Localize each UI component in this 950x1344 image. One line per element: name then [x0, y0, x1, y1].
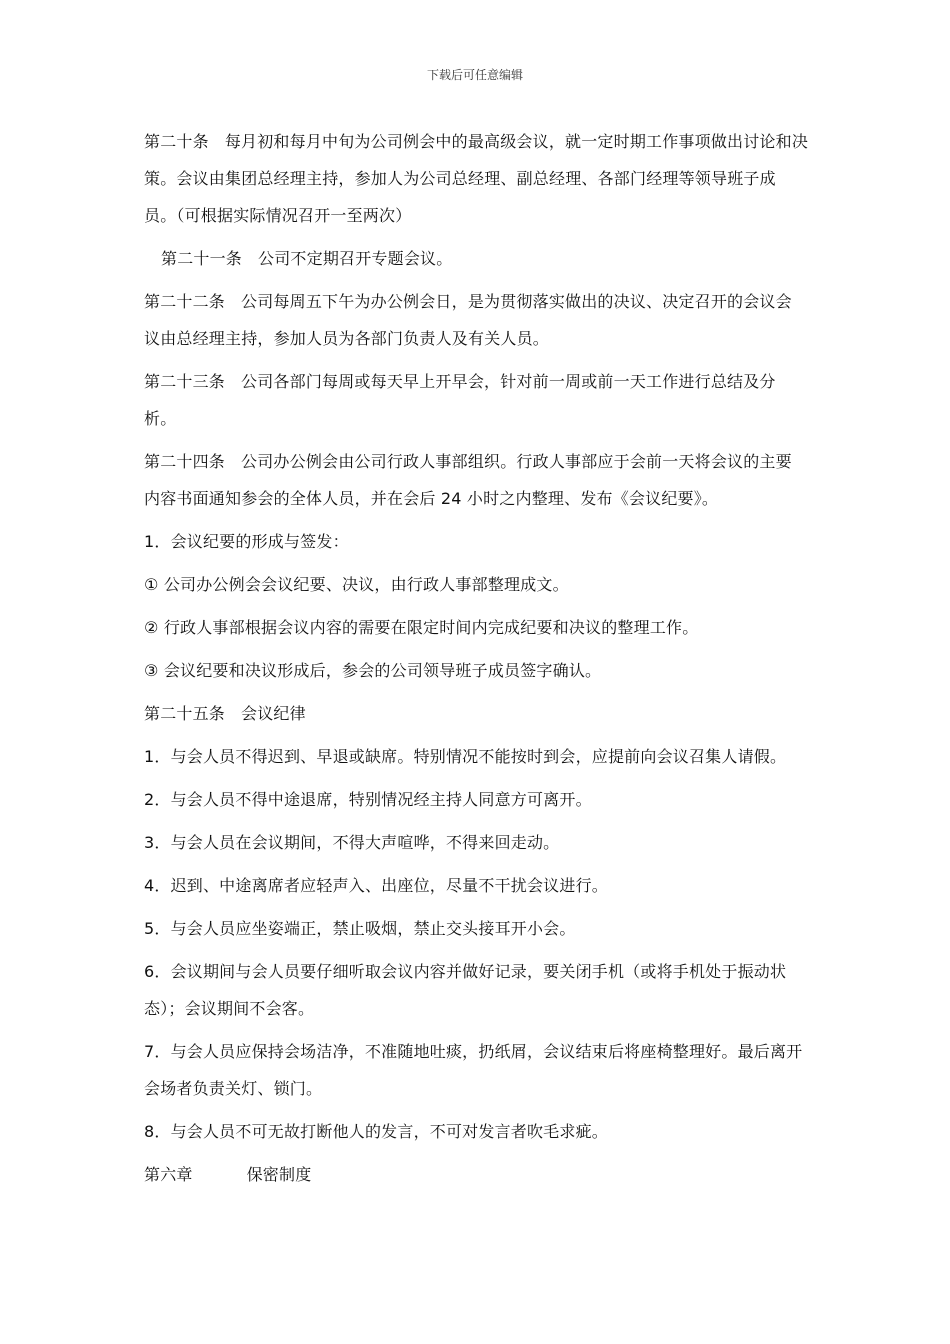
- article-22: [144, 283, 808, 357]
- article-label: 第二十五条: [144, 704, 226, 723]
- article-label: 第二十四条: [144, 452, 226, 471]
- article-21: [144, 240, 808, 277]
- article-label: 第二十一条: [161, 249, 243, 268]
- list-item: 3．与会人员在会议期间，不得大声喧哗，不得来回走动。: [144, 833, 560, 852]
- article-label: 第二十三条: [144, 372, 226, 391]
- list-item: 7．与会人员应保持会场洁净，不准随地吐痰，扔纸屑，会议结束后将座椅整理好。最后离开会场者负责关灯、锁门。: [144, 1042, 803, 1098]
- article-text: 公司办公例会由公司行政人事部组织。行政人事部应于会前一天将会议的主要内容书面通知参会的全体人员，并在会后 24 小时之内整理、发布《会议纪要》。: [144, 452, 792, 508]
- article-label: 第二十条: [144, 132, 209, 151]
- article-text: 公司各部门每周或每天早上开早会，针对前一周或前一天工作进行总结及分析。: [144, 372, 776, 428]
- list-item: 8．与会人员不可无故打断他人的发言，不可对发言者吹毛求疵。: [144, 1122, 608, 1141]
- article-23: [144, 363, 808, 437]
- list-item: 5．与会人员应坐姿端正，禁止吸烟，禁止交头接耳开小会。: [144, 919, 576, 938]
- article-text: 会议纪律: [241, 704, 306, 723]
- article-text: 公司不定期召开专题会议。: [258, 249, 453, 268]
- list-item: 6．会议期间与会人员要仔细听取会议内容并做好记录，要关闭手机（或将手机处于振动状态）；会议期间不会客。: [144, 962, 787, 1018]
- article-20: [144, 123, 808, 234]
- list-item: 4．迟到、中途离席者应轻声入、出座位，尽量不干扰会议进行。: [144, 876, 608, 895]
- document-body: [144, 123, 808, 1199]
- article-text: 每月初和每月中旬为公司例会中的最高级会议，就一定时期工作事项做出讨论和决策。会议由集团总经理主持，参加人为公司总经理、副总经理、各部门经理等领导班子成员。（可根据实际情况召开一至两次）: [144, 132, 809, 225]
- article-text: 公司每周五下午为办公例会日，是为贯彻落实做出的决议、决定召开的会议会议由总经理主持，参加人员为各部门负责人及有关人员。: [144, 292, 792, 348]
- page-header: 下载后可任意编辑: [426, 68, 523, 82]
- article-label: 第二十二条: [144, 292, 226, 311]
- chapter-heading: [144, 1156, 808, 1193]
- chapter-title: 保密制度: [246, 1165, 312, 1184]
- list-item: ③ 会议纪要和决议形成后，参会的公司领导班子成员签字确认。: [144, 661, 602, 680]
- article-24: [144, 443, 808, 517]
- list-item: 1．会议纪要的形成与签发：: [144, 532, 349, 551]
- list-item: 2．与会人员不得中途退席，特别情况经主持人同意方可离开。: [144, 790, 592, 809]
- chapter-label: 第六章: [144, 1165, 193, 1184]
- list-item: 1．与会人员不得迟到、早退或缺席。特别情况不能按时到会，应提前向会议召集人请假。: [144, 747, 787, 766]
- list-item: ① 公司办公例会会议纪要、决议，由行政人事部整理成文。: [144, 575, 569, 594]
- article-25: [144, 695, 808, 732]
- list-item: ② 行政人事部根据会议内容的需要在限定时间内完成纪要和决议的整理工作。: [144, 618, 699, 637]
